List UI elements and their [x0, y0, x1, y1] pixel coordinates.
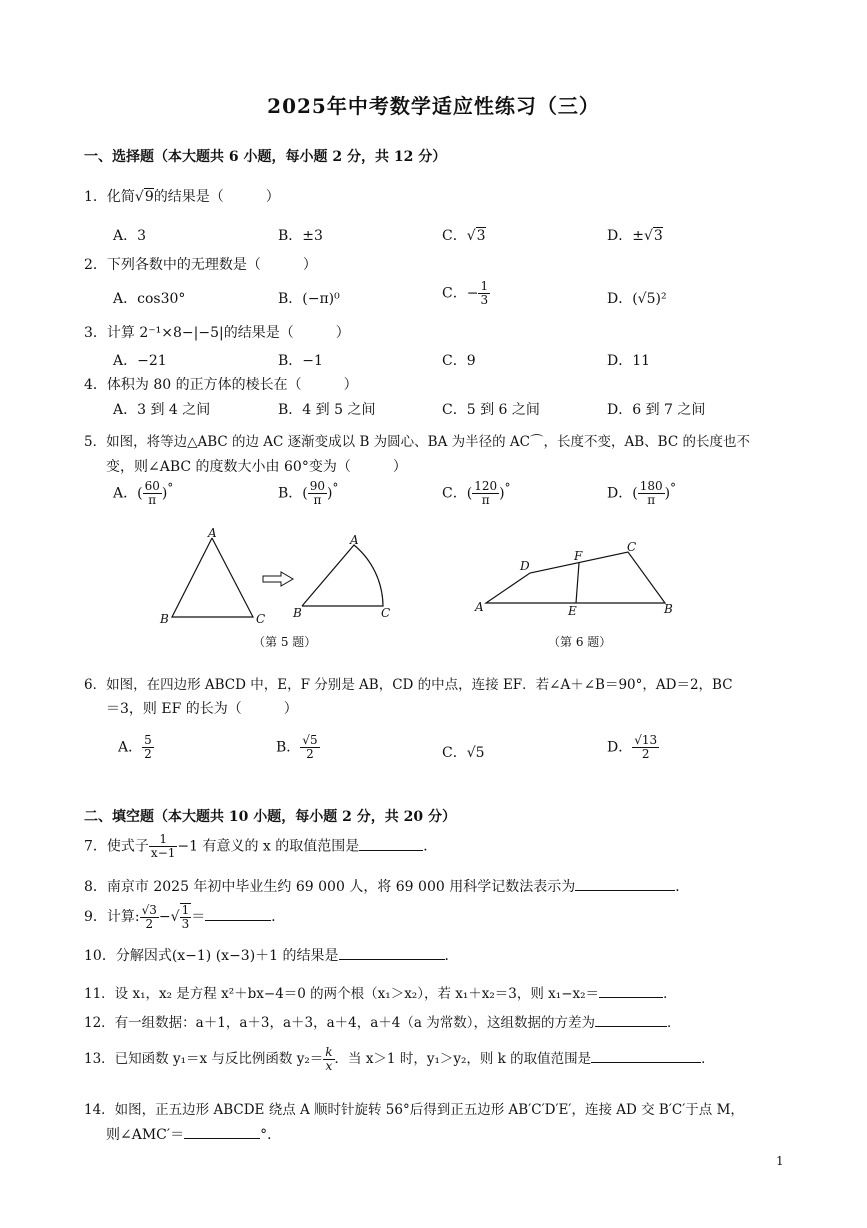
q6-option-b: B． $\frac{√5}{2}$ [276, 733, 318, 761]
q14-answer-blank[interactable] [184, 1124, 260, 1139]
page-number: 1 [776, 1154, 784, 1168]
q2-option-c: C．− $\frac{1}{3}$ [442, 279, 489, 307]
q6-option-d: D． $\frac{√13}{2}$ [607, 733, 658, 761]
fig5-caption: （第 5 题） [253, 635, 317, 649]
fig5-label-c1: C [256, 612, 266, 626]
fig5-label-a2: A [350, 533, 359, 547]
q4-option-a: A．3 到 4 之间 [113, 402, 211, 418]
q3-option-b: B．−1 [278, 353, 323, 369]
q5-option-d: D．( $\frac{180}{\pi}$ )° [607, 479, 676, 507]
q2-option-a: A．cos30° [113, 291, 186, 307]
fig6-segment-ef [576, 563, 579, 603]
q4-option-c: C．5 到 6 之间 [442, 402, 540, 418]
q4-option-d: D．6 到 7 之间 [607, 402, 706, 418]
fig5-label-b2: B [293, 606, 302, 620]
question-2-stem: 2．下列各数中的无理数是（ ） [84, 257, 317, 273]
question-14-line2: 则∠AMC′＝ °． [106, 1124, 281, 1144]
question-10: 10．分解因式(x−1) (x−3)＋1 的结果是 ． [84, 945, 459, 965]
fig5-label-c2: C [381, 606, 391, 620]
q1-option-a: A．3 [113, 228, 147, 244]
q3-option-a: A．−21 [113, 353, 167, 369]
q1-option-b: B．±3 [278, 228, 323, 244]
fig5-label-b1: B [160, 612, 169, 626]
q2-option-d: D．(√5)² [607, 291, 667, 307]
arrow-icon [263, 572, 293, 586]
page-title: 2025年中考数学适应性练习（三） [267, 94, 600, 118]
question-1-stem: 1．化简√9的结果是（ ） [84, 189, 280, 205]
q12-answer-blank[interactable] [595, 1012, 667, 1027]
q8-answer-blank[interactable] [575, 876, 675, 891]
question-3-stem: 3．计算 2⁻¹×8−|−5|的结果是（ ） [84, 325, 350, 341]
fig5-sector [302, 545, 383, 606]
question-4-stem: 4．体积为 80 的正方体的棱长在（ ） [84, 377, 358, 393]
fig6-label-f: F [574, 549, 583, 563]
question-13: 13．已知函数 y₁＝x 与反比例函数 y₂＝ $\frac{k}{x}$ ．当 x＞1 时，y₁＞y₂，则 k 的取值范围是 ． [84, 1045, 715, 1073]
figures-5-6 [150, 525, 710, 630]
question-11: 11．设 x₁，x₂ 是方程 x²＋bx−4＝0 的两个根（x₁＞x₂），若 x₁＋x₂＝3，则 x₁−x₂＝ ． [84, 982, 677, 1002]
q10-answer-blank[interactable] [339, 945, 445, 960]
question-8: 8．南京市 2025 年初中毕业生约 69 000 人，将 69 000 用科学记数法表示为 ． [84, 876, 689, 896]
q3-option-d: D．11 [607, 353, 651, 369]
q1-option-c: C．√3 [442, 228, 486, 244]
q2-option-b: B．(−π)⁰ [278, 291, 340, 307]
fig6-label-d: D [520, 559, 530, 573]
section-heading-fill: 二、填空题（本大题共 10 小题，每小题 2 分，共 20 分） [84, 809, 456, 825]
question-12: 12．有一组数据：a＋1，a＋3，a＋3，a＋4，a＋4（a 为常数），这组数据的方差为 ． [84, 1011, 680, 1031]
q5-option-c: C．( $\frac{120}{\pi}$ )° [442, 479, 511, 507]
fig6-label-a: A [475, 600, 484, 614]
question-5-line1: 5．如图，将等边△ABC 的边 AC 逐渐变成以 B 为圆心、BA 为半径的 AC⌒，长度不变，AB、BC 的长度也不 [84, 434, 750, 450]
question-6-line1: 6．如图，在四边形 ABCD 中，E，F 分别是 AB，CD 的中点，连接 EF．若∠A＋∠B＝90°，AD＝2，BC [84, 677, 733, 693]
fig6-label-b: B [664, 602, 673, 616]
fig5-triangle [172, 538, 253, 617]
q1-option-d: D．±√3 [607, 228, 663, 244]
question-14-line1: 14．如图，正五边形 ABCDE 绕点 A 顺时针旋转 56°后得到正五边形 AB′C′D′E′，连接 AD 交 B′C′于点 M， [84, 1102, 744, 1118]
q11-answer-blank[interactable] [599, 983, 663, 998]
q6-option-a: A． $\frac{5}{2}$ [118, 733, 152, 761]
question-6-line2: ＝3，则 EF 的长为（ ） [106, 701, 298, 717]
fig5-label-a1: A [208, 526, 217, 540]
q13-answer-blank[interactable] [591, 1048, 701, 1063]
question-9: 9．计算: $\frac{√3}{2}$ −√ $\frac{1}{3}$ ＝ ． [84, 902, 286, 931]
fig6-label-c: C [627, 540, 637, 554]
fig6-label-e: E [568, 604, 577, 618]
question-7: 7．使式子 $\frac{1}{x-1}$ −1 有意义的 x 的取值范围是 ． [84, 832, 438, 860]
q9-answer-blank[interactable] [205, 906, 271, 921]
q7-answer-blank[interactable] [359, 836, 423, 851]
q5-option-a: A．( $\frac{60}{\pi}$ )° [113, 479, 174, 507]
q6-option-c: C．√5 [442, 745, 485, 761]
fig6-caption: （第 6 题） [548, 635, 612, 649]
q3-option-c: C．9 [442, 353, 476, 369]
q5-option-b: B．( $\frac{90}{\pi}$ )° [278, 479, 339, 507]
question-5-line2: 变，则∠ABC 的度数大小由 60°变为（ ） [106, 459, 407, 475]
section-heading-choice: 一、选择题（本大题共 6 小题，每小题 2 分，共 12 分） [84, 149, 447, 165]
q4-option-b: B．4 到 5 之间 [278, 402, 376, 418]
